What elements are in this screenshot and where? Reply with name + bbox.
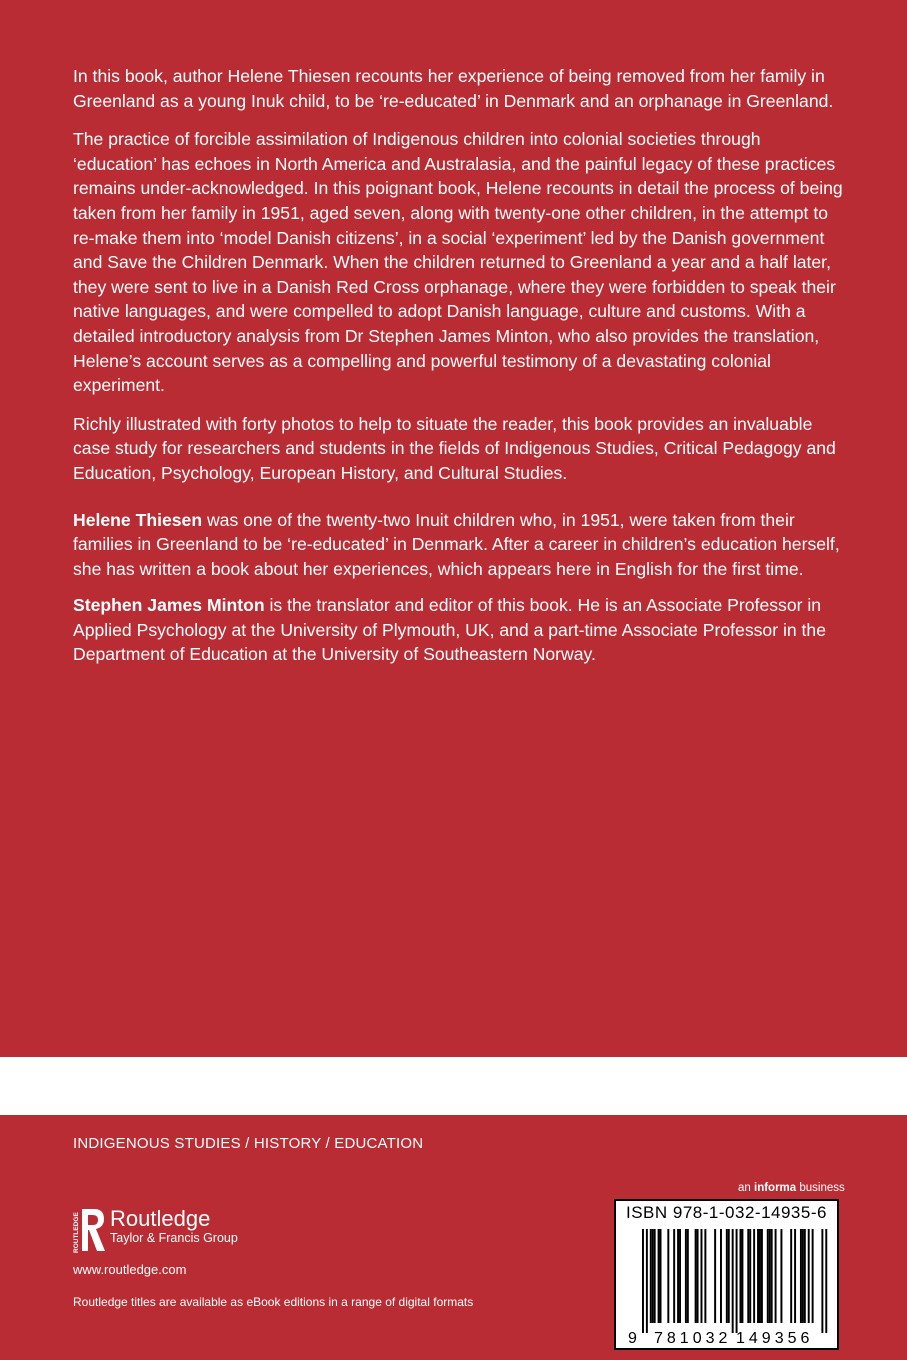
author-bio-text: was one of the twenty-two Inuit children who, in 1951, were taken from their families in Greenland to be ‘re-educated’ in Denmark. After a career in children’s education herself, she has written a book about her experiences, which appears here in English for the first time. bbox=[73, 509, 840, 579]
informa-tagline bbox=[738, 1182, 845, 1194]
barcode-bar bbox=[667, 1229, 669, 1323]
ean-first-digit: 9 bbox=[628, 1330, 637, 1346]
informa-brand: informa bbox=[754, 1182, 797, 1194]
isbn-barcode bbox=[614, 1199, 839, 1350]
barcode-bar bbox=[646, 1229, 648, 1333]
barcode-bar bbox=[794, 1229, 796, 1323]
cover-footer bbox=[0, 1115, 907, 1360]
author-bio bbox=[73, 508, 843, 582]
ebook-note: Routledge titles are available as eBook editions in a range of digital formats bbox=[73, 1295, 474, 1309]
barcode-bar bbox=[759, 1229, 761, 1323]
barcode-bar bbox=[714, 1229, 716, 1323]
barcode-bar bbox=[808, 1229, 810, 1323]
translator-bio bbox=[73, 593, 843, 667]
informa-prefix: an bbox=[738, 1182, 754, 1194]
barcode-bar bbox=[804, 1229, 806, 1323]
barcode-bar bbox=[736, 1229, 738, 1333]
barcode-bar bbox=[771, 1229, 773, 1323]
white-band bbox=[0, 1057, 907, 1115]
informa-suffix: business bbox=[796, 1182, 845, 1194]
blurb bbox=[73, 64, 843, 679]
routledge-logo bbox=[70, 1205, 250, 1255]
publisher-name: Routledge bbox=[110, 1206, 211, 1231]
barcode-bar bbox=[780, 1229, 782, 1323]
author-name: Helene Thiesen bbox=[73, 509, 203, 530]
barcode-bar bbox=[761, 1229, 763, 1323]
barcode-bar bbox=[732, 1229, 734, 1333]
subject-categories: INDIGENOUS STUDIES / HISTORY / EDUCATION bbox=[73, 1135, 424, 1152]
barcode-bar bbox=[790, 1229, 792, 1323]
barcode-bar bbox=[687, 1229, 689, 1323]
barcode-bar bbox=[747, 1229, 749, 1323]
barcode-bar bbox=[679, 1229, 681, 1323]
translator-name: Stephen James Minton bbox=[73, 595, 265, 616]
barcode-bar bbox=[821, 1229, 823, 1333]
barcode-bar bbox=[749, 1229, 751, 1323]
barcode-bar bbox=[757, 1229, 759, 1323]
barcode-bar bbox=[652, 1229, 654, 1323]
barcode-bar bbox=[658, 1229, 660, 1323]
barcode-bar bbox=[769, 1229, 771, 1323]
barcode-bar bbox=[701, 1229, 703, 1323]
barcode-bar bbox=[704, 1229, 706, 1323]
barcode-bar bbox=[695, 1229, 697, 1323]
barcode-bar bbox=[677, 1229, 679, 1323]
routledge-spine-text: ROUTLEDGE bbox=[73, 1212, 80, 1253]
barcode-bar bbox=[720, 1229, 722, 1323]
translator-bio-text: is the translator and editor of this book. He is an Associate Professor in Applied Psychology at the University of Plymouth, UK, and a part-time Associate Professor in the Department of Education at the University of Southeastern Norway. bbox=[73, 595, 826, 665]
barcode-bar bbox=[812, 1229, 814, 1323]
barcode-bar bbox=[767, 1229, 769, 1323]
routledge-r-icon bbox=[70, 1205, 106, 1255]
publisher-group: Taylor & Francis Group bbox=[110, 1231, 238, 1245]
barcode-bar bbox=[697, 1229, 699, 1323]
publisher-website: www.routledge.com bbox=[73, 1262, 187, 1277]
barcode-bar bbox=[741, 1229, 743, 1323]
barcode-bar bbox=[654, 1229, 656, 1323]
isbn-label: ISBN 978-1-032-14935-6 bbox=[626, 1203, 827, 1222]
blurb-paragraph-1: In this book, author Helene Thiesen recounts her experience of being removed from her family in Greenland as a young Inuk child, to be ‘re-educated’ in Denmark and an orphanage in Greenland. bbox=[73, 66, 834, 111]
barcode-bar bbox=[642, 1229, 644, 1333]
barcode-bar bbox=[753, 1229, 755, 1323]
barcode-bar bbox=[800, 1229, 802, 1323]
barcode-bar bbox=[726, 1229, 728, 1323]
blurb-paragraph-3: Richly illustrated with forty photos to help to situate the reader, this book provides an invaluable case study for researchers and students in the fields of Indigenous Studies, Critical Pedagogy and Education, Psychology, European History, and Cultural Studies. bbox=[73, 413, 836, 483]
barcode-bar bbox=[685, 1229, 687, 1323]
barcode-bar bbox=[825, 1229, 827, 1333]
barcode-bar bbox=[775, 1229, 777, 1323]
barcode-bar bbox=[728, 1229, 730, 1323]
barcode-bar bbox=[650, 1229, 652, 1323]
barcode-bar bbox=[802, 1229, 804, 1323]
barcode-bar bbox=[740, 1229, 742, 1323]
ean-left-digits: 781032 bbox=[654, 1330, 732, 1346]
barcode-bars bbox=[626, 1229, 831, 1346]
barcode-bar bbox=[673, 1229, 675, 1323]
ean-right-digits: 149356 bbox=[736, 1330, 814, 1346]
barcode-bar bbox=[660, 1229, 662, 1323]
blurb-paragraph-2: The practice of forcible assimilation of Indigenous children into colonial societies through ‘education’ has echoes in North America and Australasia, and the painful legacy of these practices remains under-acknowledged. In this poignant book, Helene recounts in detail the process of being taken from her family in 1951, aged seven, along with twenty-one other children, in the attempt to re-make them into ‘model Danish citizens’, in a social ‘experiment’ led by the Danish government and Save the Children Denmark. When the children returned to Greenland a year and a half later, they were sent to live in a Danish Red Cross orphanage, where they were forbidden to speak their native languages, and were compelled to adopt Danish language, culture and customs. With a detailed introductory analysis from Dr Stephen James Minton, who also provides the translation, Helene’s account serves as a compelling and powerful testimony of a devastating colonial experiment. bbox=[73, 129, 843, 396]
